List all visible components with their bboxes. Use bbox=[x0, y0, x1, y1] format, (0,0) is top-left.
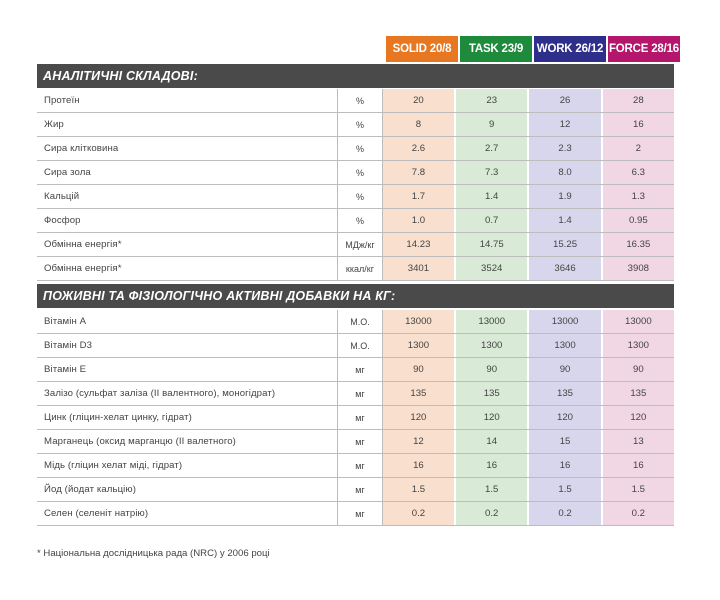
section-additives-title: ПОЖИВНІ ТА ФІЗІОЛОГІЧНО АКТИВНІ ДОБАВКИ НА КГ: bbox=[37, 284, 674, 308]
row-unit: % bbox=[338, 161, 383, 184]
row-name: Вітамін А bbox=[37, 310, 338, 333]
value-cell-force: 3908 bbox=[603, 257, 674, 280]
row-unit: % bbox=[338, 137, 383, 160]
row-name: Кальцій bbox=[37, 185, 338, 208]
value-cell-solid: 90 bbox=[383, 358, 454, 381]
row-unit: мг bbox=[338, 406, 383, 429]
value-cell-force: 1.5 bbox=[603, 478, 674, 501]
product-force-header: FORCE 28/16 bbox=[608, 36, 680, 62]
value-cell-work: 2.3 bbox=[529, 137, 600, 160]
value-cell-force: 1300 bbox=[603, 334, 674, 357]
table-row bbox=[37, 430, 674, 454]
row-name: Обмінна енергія* bbox=[37, 257, 338, 280]
row-name: Йод (йодат кальцію) bbox=[37, 478, 338, 501]
value-cell-force: 16.35 bbox=[603, 233, 674, 256]
product-task-header: TASK 23/9 bbox=[460, 36, 532, 62]
value-cell-solid: 8 bbox=[383, 113, 454, 136]
row-name: Цинк (гліцин-хелат цинку, гідрат) bbox=[37, 406, 338, 429]
table-row bbox=[37, 382, 674, 406]
table-row bbox=[37, 257, 674, 281]
value-cell-solid: 1300 bbox=[383, 334, 454, 357]
row-unit: мг bbox=[338, 478, 383, 501]
row-name: Протеїн bbox=[37, 89, 338, 112]
row-name: Жир bbox=[37, 113, 338, 136]
value-cell-work: 13000 bbox=[529, 310, 600, 333]
value-cell-task: 1300 bbox=[456, 334, 527, 357]
value-cell-work: 12 bbox=[529, 113, 600, 136]
row-name: Обмінна енергія* bbox=[37, 233, 338, 256]
value-cell-solid: 0.2 bbox=[383, 502, 454, 525]
row-name: Мідь (гліцин хелат міді, гідрат) bbox=[37, 454, 338, 477]
value-cell-force: 6.3 bbox=[603, 161, 674, 184]
value-cell-solid: 16 bbox=[383, 454, 454, 477]
value-cell-work: 8.0 bbox=[529, 161, 600, 184]
row-unit: мг bbox=[338, 430, 383, 453]
value-cell-task: 16 bbox=[456, 454, 527, 477]
value-cell-task: 1.4 bbox=[456, 185, 527, 208]
value-cell-force: 13000 bbox=[603, 310, 674, 333]
row-name: Вітамін Е bbox=[37, 358, 338, 381]
value-cell-work: 1.5 bbox=[529, 478, 600, 501]
table-row bbox=[37, 358, 674, 382]
value-cell-solid: 135 bbox=[383, 382, 454, 405]
value-cell-solid: 120 bbox=[383, 406, 454, 429]
table-row bbox=[37, 502, 674, 526]
value-cell-task: 9 bbox=[456, 113, 527, 136]
value-cell-force: 0.95 bbox=[603, 209, 674, 232]
additives-table bbox=[37, 310, 674, 526]
value-cell-solid: 1.0 bbox=[383, 209, 454, 232]
table-row bbox=[37, 233, 674, 257]
value-cell-force: 28 bbox=[603, 89, 674, 112]
table-row bbox=[37, 454, 674, 478]
value-cell-task: 90 bbox=[456, 358, 527, 381]
value-cell-task: 14 bbox=[456, 430, 527, 453]
table-row bbox=[37, 406, 674, 430]
row-name: Сира клітковина bbox=[37, 137, 338, 160]
value-cell-solid: 1.7 bbox=[383, 185, 454, 208]
value-cell-solid: 7.8 bbox=[383, 161, 454, 184]
value-cell-task: 135 bbox=[456, 382, 527, 405]
value-cell-force: 0.2 bbox=[603, 502, 674, 525]
value-cell-force: 120 bbox=[603, 406, 674, 429]
row-unit: МДж/кг bbox=[338, 233, 383, 256]
value-cell-task: 13000 bbox=[456, 310, 527, 333]
row-name: Вітамін D3 bbox=[37, 334, 338, 357]
value-cell-force: 135 bbox=[603, 382, 674, 405]
value-cell-task: 0.2 bbox=[456, 502, 527, 525]
value-cell-work: 90 bbox=[529, 358, 600, 381]
value-cell-solid: 3401 bbox=[383, 257, 454, 280]
value-cell-work: 1.4 bbox=[529, 209, 600, 232]
value-cell-work: 16 bbox=[529, 454, 600, 477]
product-solid-header: SOLID 20/8 bbox=[386, 36, 458, 62]
row-unit: % bbox=[338, 209, 383, 232]
row-unit: % bbox=[338, 113, 383, 136]
value-cell-work: 3646 bbox=[529, 257, 600, 280]
value-cell-solid: 13000 bbox=[383, 310, 454, 333]
row-unit: мг bbox=[338, 358, 383, 381]
table-row bbox=[37, 89, 674, 113]
value-cell-force: 16 bbox=[603, 113, 674, 136]
table-row bbox=[37, 137, 674, 161]
value-cell-task: 7.3 bbox=[456, 161, 527, 184]
row-name: Фосфор bbox=[37, 209, 338, 232]
value-cell-work: 26 bbox=[529, 89, 600, 112]
value-cell-solid: 12 bbox=[383, 430, 454, 453]
value-cell-task: 23 bbox=[456, 89, 527, 112]
product-work-header: WORK 26/12 bbox=[534, 36, 606, 62]
value-cell-work: 15 bbox=[529, 430, 600, 453]
row-unit: ккал/кг bbox=[338, 257, 383, 280]
value-cell-force: 16 bbox=[603, 454, 674, 477]
row-unit: мг bbox=[338, 382, 383, 405]
value-cell-work: 135 bbox=[529, 382, 600, 405]
table-row bbox=[37, 161, 674, 185]
table-row bbox=[37, 209, 674, 233]
product-header bbox=[386, 36, 680, 62]
value-cell-force: 1.3 bbox=[603, 185, 674, 208]
row-name: Залізо (сульфат заліза (II валентного), моногідрат) bbox=[37, 382, 338, 405]
row-unit: мг bbox=[338, 502, 383, 525]
value-cell-force: 90 bbox=[603, 358, 674, 381]
row-unit: % bbox=[338, 89, 383, 112]
row-name: Марганець (оксид марганцю (II валетного) bbox=[37, 430, 338, 453]
section-analytical-title: АНАЛІТИЧНІ СКЛАДОВІ: bbox=[37, 64, 674, 88]
value-cell-work: 1300 bbox=[529, 334, 600, 357]
value-cell-task: 14.75 bbox=[456, 233, 527, 256]
value-cell-work: 15.25 bbox=[529, 233, 600, 256]
value-cell-task: 0.7 bbox=[456, 209, 527, 232]
value-cell-task: 3524 bbox=[456, 257, 527, 280]
value-cell-solid: 20 bbox=[383, 89, 454, 112]
row-unit: М.О. bbox=[338, 334, 383, 357]
value-cell-work: 0.2 bbox=[529, 502, 600, 525]
row-name: Селен (селеніт натрію) bbox=[37, 502, 338, 525]
row-unit: мг bbox=[338, 454, 383, 477]
analytical-table bbox=[37, 89, 674, 281]
footnote: * Національна дослідницька рада (NRC) у 2006 році bbox=[37, 548, 270, 559]
value-cell-task: 2.7 bbox=[456, 137, 527, 160]
table-row bbox=[37, 310, 674, 334]
value-cell-task: 120 bbox=[456, 406, 527, 429]
row-unit: М.О. bbox=[338, 310, 383, 333]
table-row bbox=[37, 334, 674, 358]
value-cell-force: 13 bbox=[603, 430, 674, 453]
table-row bbox=[37, 478, 674, 502]
value-cell-solid: 1.5 bbox=[383, 478, 454, 501]
value-cell-solid: 14.23 bbox=[383, 233, 454, 256]
row-name: Сира зола bbox=[37, 161, 338, 184]
value-cell-work: 120 bbox=[529, 406, 600, 429]
table-row bbox=[37, 113, 674, 137]
row-unit: % bbox=[338, 185, 383, 208]
table-row bbox=[37, 185, 674, 209]
value-cell-force: 2 bbox=[603, 137, 674, 160]
value-cell-task: 1.5 bbox=[456, 478, 527, 501]
value-cell-work: 1.9 bbox=[529, 185, 600, 208]
value-cell-solid: 2.6 bbox=[383, 137, 454, 160]
